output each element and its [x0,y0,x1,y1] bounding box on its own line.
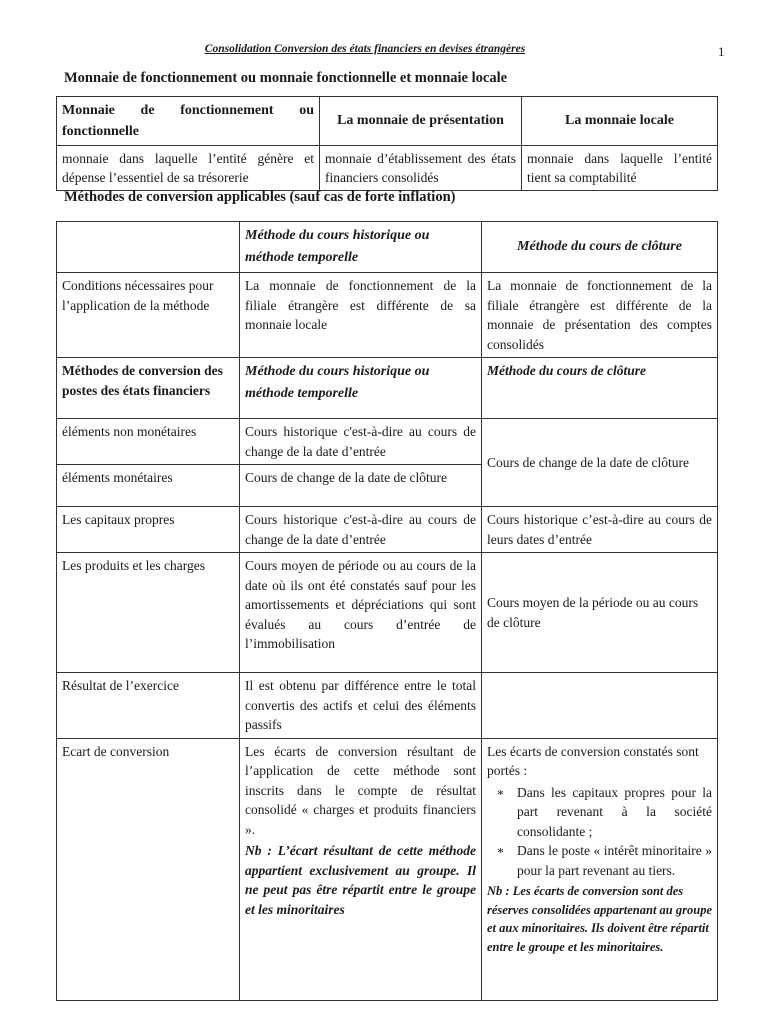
monnaies-table [56,96,718,191]
ecart-hist-note: Nb : L’écart résultant de cette méthode appartient exclusivement au groupe. Il ne peut pas être répartit entre le groupe et les minoritaires [245,843,476,917]
page-number: 1 [718,44,725,59]
row-label-produits: Les produits et les charges [57,553,240,673]
row-label-non-monetaires: éléments non monétaires [57,419,240,465]
cell-capitaux-clot: Cours historique c’est-à-dire au cours de leurs dates d’entrée [482,507,718,553]
section-title-monnaies: Monnaie de fonctionnement ou monnaie fonctionnelle et monnaie locale [64,70,508,86]
cell-capitaux-hist: Cours historique c'est-à-dire au cours de change de la date d’entrée [240,507,482,553]
table-row [57,673,718,739]
cell-produits-clot: Cours moyen de la période ou au cours de clôture [482,553,718,673]
table-row [57,738,718,1000]
header-methode-historique: Méthode du cours historique ou méthode temporelle [240,222,482,273]
list-item: * Dans les capitaux propres pour la part revenant à la société consolidante ; [487,783,712,842]
cell-produits-hist: Cours moyen de période ou au cours de la date où ils ont été constatés sauf pour les amortissements et dépréciations qui sont évalués au cours d’entrée de l’immobilisation [240,553,482,673]
header-monnaie-locale: La monnaie locale [522,97,718,146]
table-row [57,358,718,419]
cell-methodes-clot: Méthode du cours de clôture [482,358,718,419]
row-label-conditions: Conditions nécessaires pour l’application de la méthode [57,273,240,358]
list-item: * Dans le poste « intérêt minoritaire » pour la part revenant au tiers. [487,841,712,880]
cell-conditions-clot: La monnaie de fonctionnement de la filiale étrangère est différente de la monnaie de présentation des comptes consolidés [482,273,718,358]
cell-non-monetaires-hist: Cours historique c'est-à-dire au cours de change de la date d’entrée [240,419,482,465]
ecart-clot-note: Nb : Les écarts de conversion sont des réserves consolidées appartenant au groupe et aux minoritaires. Ils doivent être répartit entre le groupe et les minoritaires. [487,884,712,954]
row-label-capitaux: Les capitaux propres [57,507,240,553]
table-row [57,273,718,358]
table-header-row [57,97,718,146]
cell-monetaires-hist: Cours de change de la date de clôture [240,465,482,507]
ecart-clot-list [487,783,712,881]
cell-locale-def: monnaie dans laquelle l’entité tient sa comptabilité [522,146,718,191]
table-row [57,507,718,553]
ecart-hist-text: Les écarts de conversion résultant de l’application de cette méthode sont inscrits dans le compte de résultat consolidé « charges et produits financiers ». [245,743,476,837]
cell-ecart-clot [482,738,718,1000]
running-header: Consolidation Conversion des états financiers en devises étrangères [204,43,526,55]
table-row [57,553,718,673]
cell-monetaires-clot: Cours de change de la date de clôture [482,419,718,507]
row-label-resultat: Résultat de l’exercice [57,673,240,739]
table-row [57,419,718,465]
cell-ecart-hist [240,738,482,1000]
section-title-methodes: Méthodes de conversion applicables (sauf cas de forte inflation) [64,189,456,205]
row-label-ecart: Ecart de conversion [57,738,240,1000]
table-row [57,146,718,191]
cell-fonctionnement-def: monnaie dans laquelle l’entité génère et dépense l’essentiel de sa trésorerie [57,146,320,191]
table-header-row [57,222,718,273]
cell-conditions-hist: La monnaie de fonctionnement de la filiale étrangère est différente de sa monnaie locale [240,273,482,358]
header-monnaie-fonctionnement: Monnaie de fonctionnement ou fonctionnelle [57,97,320,146]
cell-resultat-hist: Il est obtenu par différence entre le total convertis des actifs et celui des éléments passifs [240,673,482,739]
empty-corner-cell [57,222,240,273]
header-monnaie-presentation: La monnaie de présentation [320,97,522,146]
row-label-monetaires: éléments monétaires [57,465,240,507]
row-label-methodes: Méthodes de conversion des postes des états financiers [57,358,240,419]
header-methode-cloture: Méthode du cours de clôture [482,222,718,273]
ecart-clot-intro: Les écarts de conversion constatés sont portés : [487,743,699,778]
cell-presentation-def: monnaie d’établissement des états financiers consolidés [320,146,522,191]
cell-methodes-hist: Méthode du cours historique ou méthode temporelle [240,358,482,419]
methodes-table [56,221,718,1001]
cell-resultat-clot [482,673,718,739]
